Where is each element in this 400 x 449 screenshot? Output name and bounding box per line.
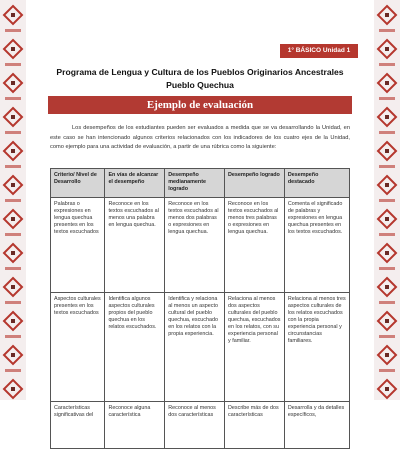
table-cell: Reconoce en los textos escuchados al menos dos palabras o expresiones en lengua quechua. [165, 198, 225, 293]
border-motif-icon [4, 346, 22, 372]
border-motif-icon [378, 312, 396, 338]
table-cell: Reconoce en los textos escuchados al menos tres palabras o expresiones en lengua quechua. [225, 198, 285, 293]
title-line-1: Programa de Lengua y Cultura de los Pueblos Originarios Ancestrales [56, 67, 344, 77]
border-motif-icon [378, 380, 396, 400]
table-cell: Desarrolla y da detalles específicos, [284, 402, 349, 449]
border-motif-icon [378, 210, 396, 236]
section-banner: Ejemplo de evaluación [48, 96, 352, 114]
rubric-table [50, 168, 350, 449]
right-decorative-border [374, 0, 400, 400]
table-cell: Reconoce al menos dos características [165, 402, 225, 449]
border-motif-icon [378, 108, 396, 134]
border-motif-icon [4, 312, 22, 338]
left-border-pattern [0, 0, 26, 400]
table-cell: Describe más de dos características [225, 402, 285, 449]
border-motif-icon [4, 74, 22, 100]
border-motif-icon [4, 210, 22, 236]
header-medianamente: Desempeño medianamente logrado [165, 169, 225, 198]
table-cell: Reconoce alguna característica [105, 402, 165, 449]
border-motif-icon [378, 176, 396, 202]
border-motif-icon [4, 108, 22, 134]
border-motif-icon [378, 244, 396, 270]
border-motif-icon [378, 142, 396, 168]
intro-paragraph: Los desempeños de los estudiantes pueden ser evaluados a medida que se va desarrollando la Unidad, en este caso se han intencionado algunos criterios relacionados con los indicadores de los cuatro ejes de la Unidad, como ejemplo para una actividad de evaluación, a partir de una rúbrica como la siguiente: [50, 125, 350, 150]
table-cell: Relaciona al menos dos aspectos culturales del pueblo quechua, escuchados en los relatos, con su experiencia personal y familiar. [225, 293, 285, 402]
border-motif-icon [4, 380, 22, 400]
header-destacado: Desempeño destacado [284, 169, 349, 198]
table-cell: Identifica algunos aspectos culturales propios del pueblo quechua en los relatos escuchados. [105, 293, 165, 402]
border-motif-icon [378, 40, 396, 66]
table-cell: Aspectos culturales presentes en los textos escuchados [51, 293, 105, 402]
left-decorative-border [0, 0, 26, 400]
border-motif-icon [378, 6, 396, 32]
table-cell: Palabras o expresiones en lengua quechua presentes en los textos escuchados [51, 198, 105, 293]
border-motif-icon [4, 6, 22, 32]
border-motif-icon [4, 244, 22, 270]
header-logrado: Desempeño logrado [225, 169, 285, 198]
table-cell: Comenta el significado de palabras y expresiones en lengua quechua presentes en los textos escuchados. [284, 198, 349, 293]
header-en-vias: En vías de alcanzar el desempeño [105, 169, 165, 198]
table-row [51, 402, 350, 449]
table-cell: Identifica y relaciona al menos un aspecto cultural del pueblo quechua, escuchado en los relatos con la propia experiencia. [165, 293, 225, 402]
title-line-2: Pueblo Quechua [166, 80, 234, 90]
border-motif-icon [378, 278, 396, 304]
table-cell: Reconoce en los textos escuchados al menos una palabra en lengua quechua. [105, 198, 165, 293]
border-motif-icon [4, 142, 22, 168]
border-motif-icon [378, 346, 396, 372]
border-motif-icon [4, 278, 22, 304]
table-cell: Relaciona al menos tres aspectos culturales de los relatos escuchados con la propia experiencia personal y circunstancias familiares. [284, 293, 349, 402]
grade-unit-badge: 1° BÁSICO Unidad 1 [280, 44, 358, 58]
border-motif-icon [4, 176, 22, 202]
table-cell: Características significativas del [51, 402, 105, 449]
table-row [51, 293, 350, 402]
header-criterio: Criterio/ Nivel de Desarrollo [51, 169, 105, 198]
border-motif-icon [4, 40, 22, 66]
rubric-header-row [51, 169, 350, 198]
page-title [30, 66, 370, 92]
table-row [51, 198, 350, 293]
border-motif-icon [378, 74, 396, 100]
right-border-pattern [374, 0, 400, 400]
